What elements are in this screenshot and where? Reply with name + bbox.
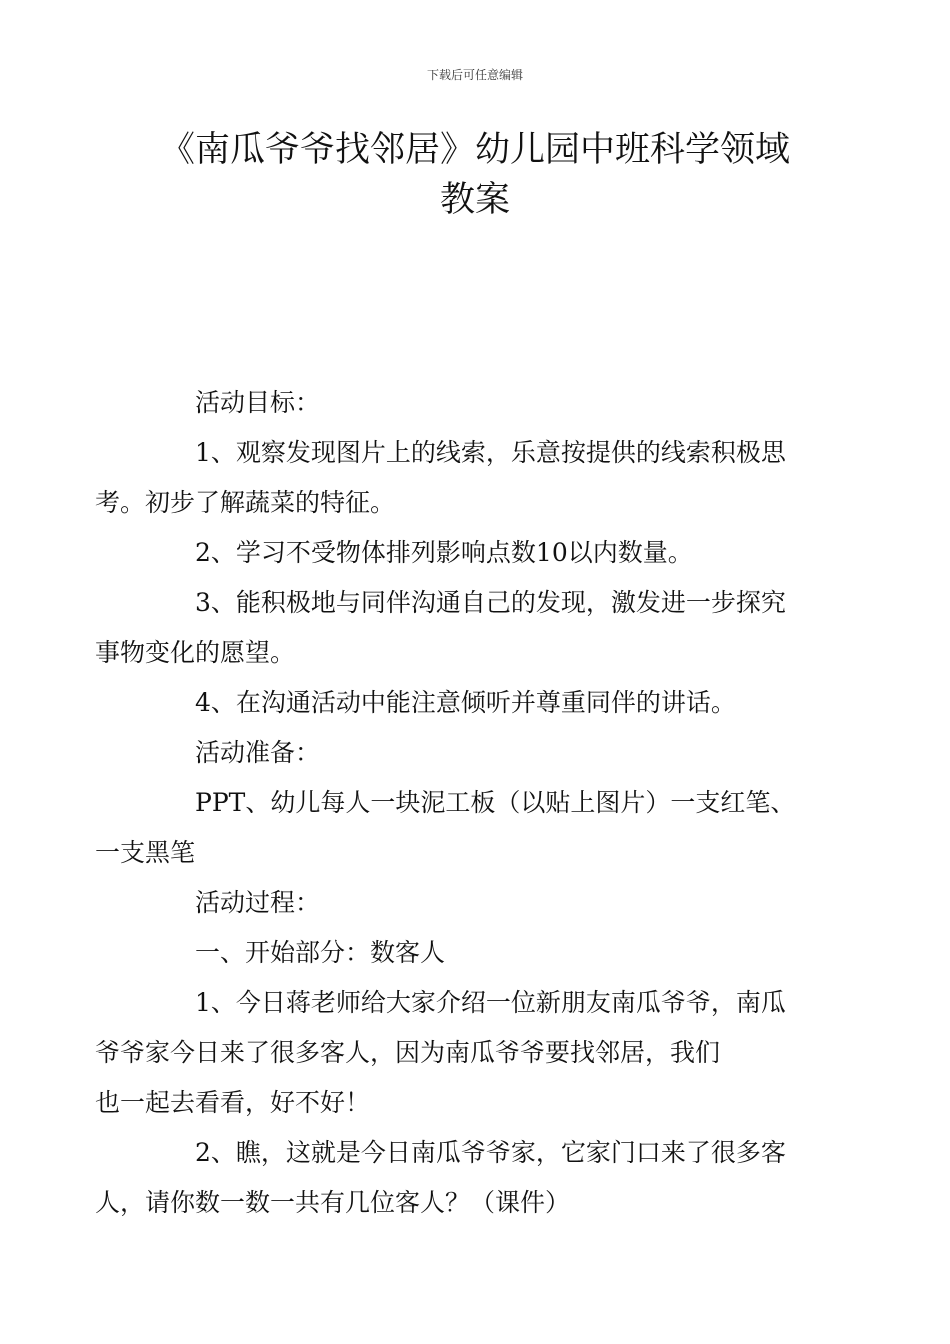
paragraph-line: 人，请你数一数一共有几位客人？（课件）: [95, 1188, 571, 1217]
paragraph-objective-1: [95, 428, 810, 528]
paragraph-line: 活动目标：: [195, 388, 321, 417]
paragraph-line: 2、学习不受物体排列影响点数10以内数量。: [195, 538, 693, 567]
paragraph-process-heading: [145, 878, 810, 928]
paragraph-objective-4: [145, 678, 810, 728]
paragraph-line: 活动过程：: [195, 888, 321, 917]
paragraph-line: 1、今日蒋老师给大家介绍一位新朋友南瓜爷爷，南瓜: [195, 988, 786, 1017]
paragraph-part-one-heading: [145, 928, 810, 978]
paragraph-line: 一支黑笔: [95, 838, 196, 867]
title-line-1: 《南瓜爷爷找邻居》幼儿园中班科学领域: [159, 130, 790, 170]
paragraph-line: 考。初步了解蔬菜的特征。: [95, 488, 396, 517]
paragraph-preparation: [95, 778, 810, 878]
paragraph-line: 也一起去看看，好不好！: [95, 1088, 371, 1117]
paragraph-step-1: [95, 978, 810, 1128]
paragraph-line: PPT、幼儿每人一块泥工板（以贴上图片）一支红笔、: [195, 788, 796, 817]
paragraph-line: 4、在沟通活动中能注意倾听并尊重同伴的讲话。: [195, 688, 736, 717]
paragraph-preparation-heading: [145, 728, 810, 778]
paragraph-line: 2、瞧，这就是今日南瓜爷爷家，它家门口来了很多客: [195, 1138, 786, 1167]
paragraph-objectives-heading: [145, 378, 810, 428]
paragraph-line: 3、能积极地与同伴沟通自己的发现，激发进一步探究: [195, 588, 786, 617]
document-body: [95, 378, 810, 1228]
paragraph-line: 事物变化的愿望。: [95, 638, 296, 667]
paragraph-objective-3: [95, 578, 810, 678]
paragraph-line: 活动准备：: [195, 738, 321, 767]
paragraph-line: 爷爷家今日来了很多客人，因为南瓜爷爷要找邻居，我们: [95, 1038, 721, 1067]
title-line-2: 教案: [439, 180, 510, 220]
paragraph-line: 一、开始部分：数客人: [195, 938, 446, 967]
paragraph-step-2: [95, 1128, 810, 1228]
paragraph-objective-2: [145, 528, 810, 578]
header-note: 下载后可任意编辑: [426, 68, 523, 82]
document-title: [100, 125, 850, 225]
paragraph-line: 1、观察发现图片上的线索，乐意按提供的线索积极思: [195, 438, 786, 467]
